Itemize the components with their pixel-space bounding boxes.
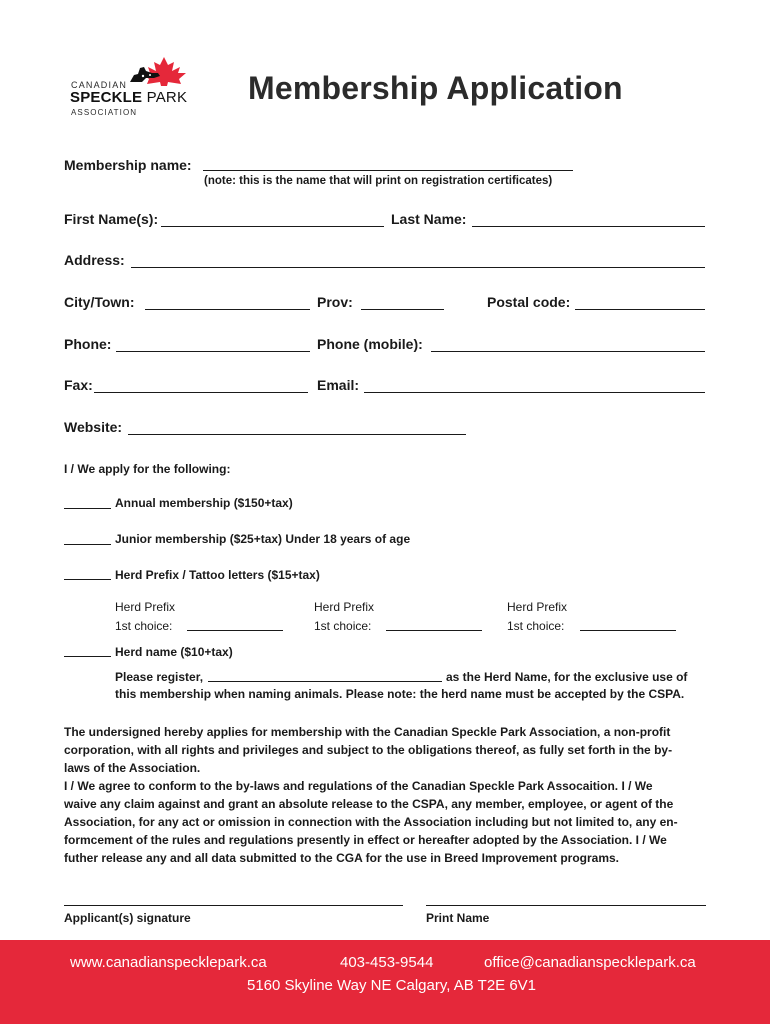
prov-label: Prov: bbox=[317, 294, 353, 310]
herd-prefix-label-3: Herd Prefix bbox=[507, 600, 568, 614]
association-logo bbox=[68, 56, 208, 122]
first-name-field[interactable] bbox=[161, 226, 384, 227]
address-field[interactable] bbox=[131, 267, 705, 268]
herd-prefix-choice-field-1[interactable] bbox=[187, 630, 283, 631]
fax-field[interactable] bbox=[94, 392, 308, 393]
prov-field[interactable] bbox=[361, 309, 444, 310]
logo-park: PARK bbox=[146, 89, 188, 106]
junior-membership-check-line[interactable] bbox=[64, 544, 111, 545]
address-label: Address: bbox=[64, 252, 125, 268]
last-name-label: Last Name: bbox=[391, 211, 467, 227]
herd-prefix-label-2: Herd Prefix bbox=[314, 600, 375, 614]
logo-line-canadian: CANADIAN bbox=[71, 80, 128, 90]
website-label: Website: bbox=[64, 419, 123, 435]
junior-membership-option: Junior membership ($25+tax) Under 18 years of age bbox=[115, 532, 411, 546]
fax-label: Fax: bbox=[64, 377, 93, 393]
agreement-line: corporation, with all rights and privileges and subject to the obligations thereof, as fully set forth in the by- bbox=[64, 743, 673, 757]
first-choice-label-3: 1st choice: bbox=[507, 619, 565, 633]
herd-name-check-line[interactable] bbox=[64, 656, 111, 657]
annual-membership-option: Annual membership ($150+tax) bbox=[115, 496, 293, 510]
website-field[interactable] bbox=[128, 434, 466, 435]
agreement-line: I / We agree to conform to the by-laws and regulations of the Canadian Speckle Park Assocaition. I / We bbox=[64, 779, 653, 793]
footer-email-link[interactable]: office@canadianspecklepark.ca bbox=[484, 954, 696, 971]
postal-code-label: Postal code: bbox=[487, 294, 571, 310]
register-text-end: as the Herd Name, for the exclusive use of bbox=[446, 670, 688, 684]
herd-prefix-choice-field-2[interactable] bbox=[386, 630, 482, 631]
herd-name-field[interactable] bbox=[208, 681, 442, 682]
agreement-paragraph bbox=[64, 723, 704, 867]
phone-mobile-label: Phone (mobile): bbox=[317, 336, 423, 352]
herd-prefix-label-1: Herd Prefix bbox=[115, 600, 176, 614]
agreement-line: laws of the Association. bbox=[64, 761, 201, 775]
print-name-label: Print Name bbox=[426, 911, 490, 925]
footer-phone: 403-453-9544 bbox=[340, 954, 434, 971]
apply-heading: I / We apply for the following: bbox=[64, 462, 231, 476]
logo-line-speckle-park bbox=[70, 89, 187, 106]
herd-prefix-choice-field-3[interactable] bbox=[580, 630, 676, 631]
last-name-field[interactable] bbox=[472, 226, 705, 227]
footer-website-link[interactable]: www.canadianspecklepark.ca bbox=[70, 954, 267, 971]
email-field[interactable] bbox=[364, 392, 705, 393]
agreement-line: futher release any and all data submitted to the CGA for the use in Breed Improvement programs. bbox=[64, 851, 620, 865]
membership-name-note: (note: this is the name that will print on registration certificates) bbox=[204, 175, 553, 187]
contact-footer bbox=[0, 940, 770, 1024]
page-title: Membership Application bbox=[248, 70, 623, 106]
phone-mobile-field[interactable] bbox=[431, 351, 705, 352]
maple-leaf-cow-icon bbox=[124, 56, 204, 86]
first-choice-label-1: 1st choice: bbox=[115, 619, 173, 633]
herd-prefix-check-line[interactable] bbox=[64, 579, 111, 580]
footer-address: 5160 Skyline Way NE Calgary, AB T2E 6V1 bbox=[247, 977, 537, 994]
applicant-signature-field[interactable] bbox=[64, 905, 403, 906]
agreement-line: Association, for any act or omission in connection with the Association including but not limited to, any en- bbox=[64, 815, 678, 829]
agreement-line: The undersigned hereby applies for membership with the Canadian Speckle Park Association, a non-profit bbox=[64, 725, 671, 739]
phone-field[interactable] bbox=[116, 351, 310, 352]
applicant-signature-label: Applicant(s) signature bbox=[64, 911, 191, 925]
herd-prefix-option: Herd Prefix / Tattoo letters ($15+tax) bbox=[115, 568, 320, 582]
print-name-field[interactable] bbox=[426, 905, 706, 906]
logo-speckle: SPECKLE bbox=[70, 89, 143, 106]
register-text-start: Please register, bbox=[115, 670, 204, 684]
register-text-line2: this membership when naming animals. Please note: the herd name must be accepted by the CSPA. bbox=[115, 687, 685, 701]
first-choice-label-2: 1st choice: bbox=[314, 619, 372, 633]
membership-name-field[interactable] bbox=[203, 170, 573, 171]
first-name-label: First Name(s): bbox=[64, 211, 159, 227]
membership-name-label: Membership name: bbox=[64, 157, 192, 173]
annual-membership-check-line[interactable] bbox=[64, 508, 111, 509]
email-label: Email: bbox=[317, 377, 360, 393]
logo-line-association: ASSOCIATION bbox=[71, 108, 138, 117]
herd-name-option: Herd name ($10+tax) bbox=[115, 645, 233, 659]
agreement-line: waive any claim against and grant an absolute release to the CSPA, any member, employee, or agent of the bbox=[64, 797, 674, 811]
city-label: City/Town: bbox=[64, 294, 135, 310]
phone-label: Phone: bbox=[64, 336, 112, 352]
city-field[interactable] bbox=[145, 309, 310, 310]
postal-code-field[interactable] bbox=[575, 309, 705, 310]
agreement-line: formcement of the rules and regulations presently in effect or hereafter adopted by the Association. I / We bbox=[64, 833, 667, 847]
